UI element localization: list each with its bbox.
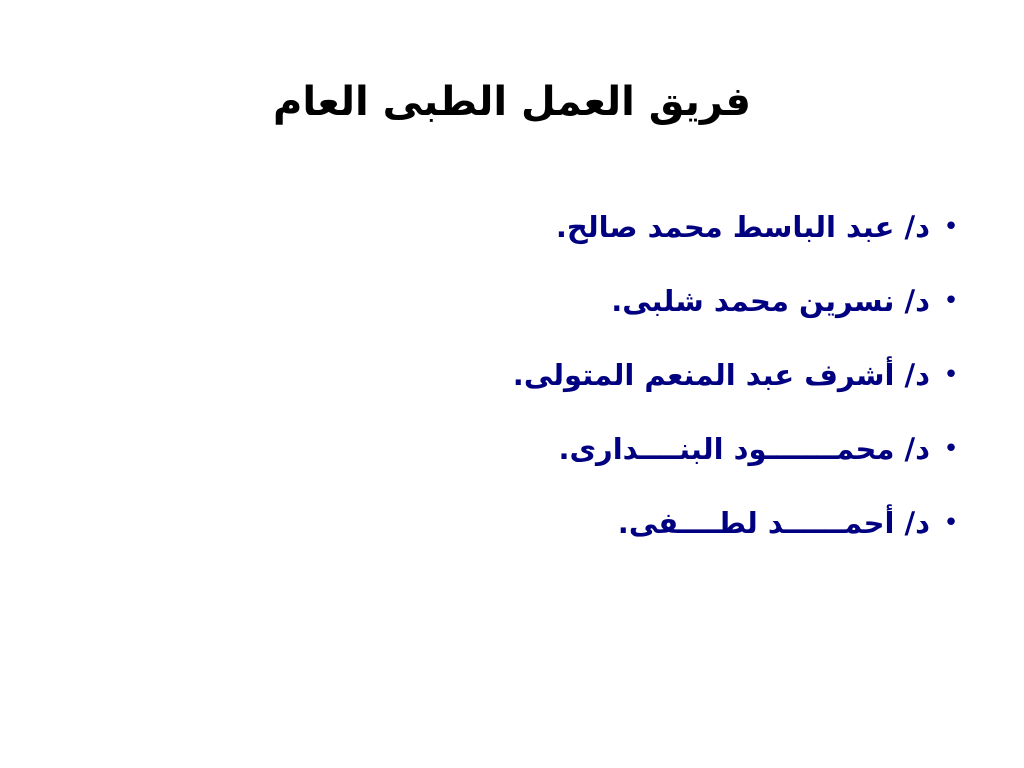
bullet-icon: • (943, 212, 959, 242)
slide-title: فريق العمل الطبى العام (273, 79, 751, 125)
list-item (513, 486, 964, 560)
team-member-name: د/ محمـــــــود البنــــدارى. (558, 432, 930, 466)
bullet-icon: • (943, 508, 959, 538)
team-member-name: د/ أشرف عبد المنعم المتولى. (512, 358, 930, 392)
bullet-icon: • (943, 434, 959, 464)
bullet-icon: • (943, 286, 959, 316)
team-member-name: د/ نسرين محمد شلبى. (611, 284, 930, 318)
list-item (513, 190, 964, 264)
list-item (513, 264, 964, 338)
bullet-icon: • (943, 360, 959, 390)
team-member-name: د/ عبد الباسط محمد صالح. (555, 210, 930, 244)
team-member-list (513, 190, 964, 560)
list-item (513, 412, 964, 486)
team-member-name: د/ أحمــــــد لطــــفى. (617, 506, 930, 540)
list-item (513, 338, 964, 412)
